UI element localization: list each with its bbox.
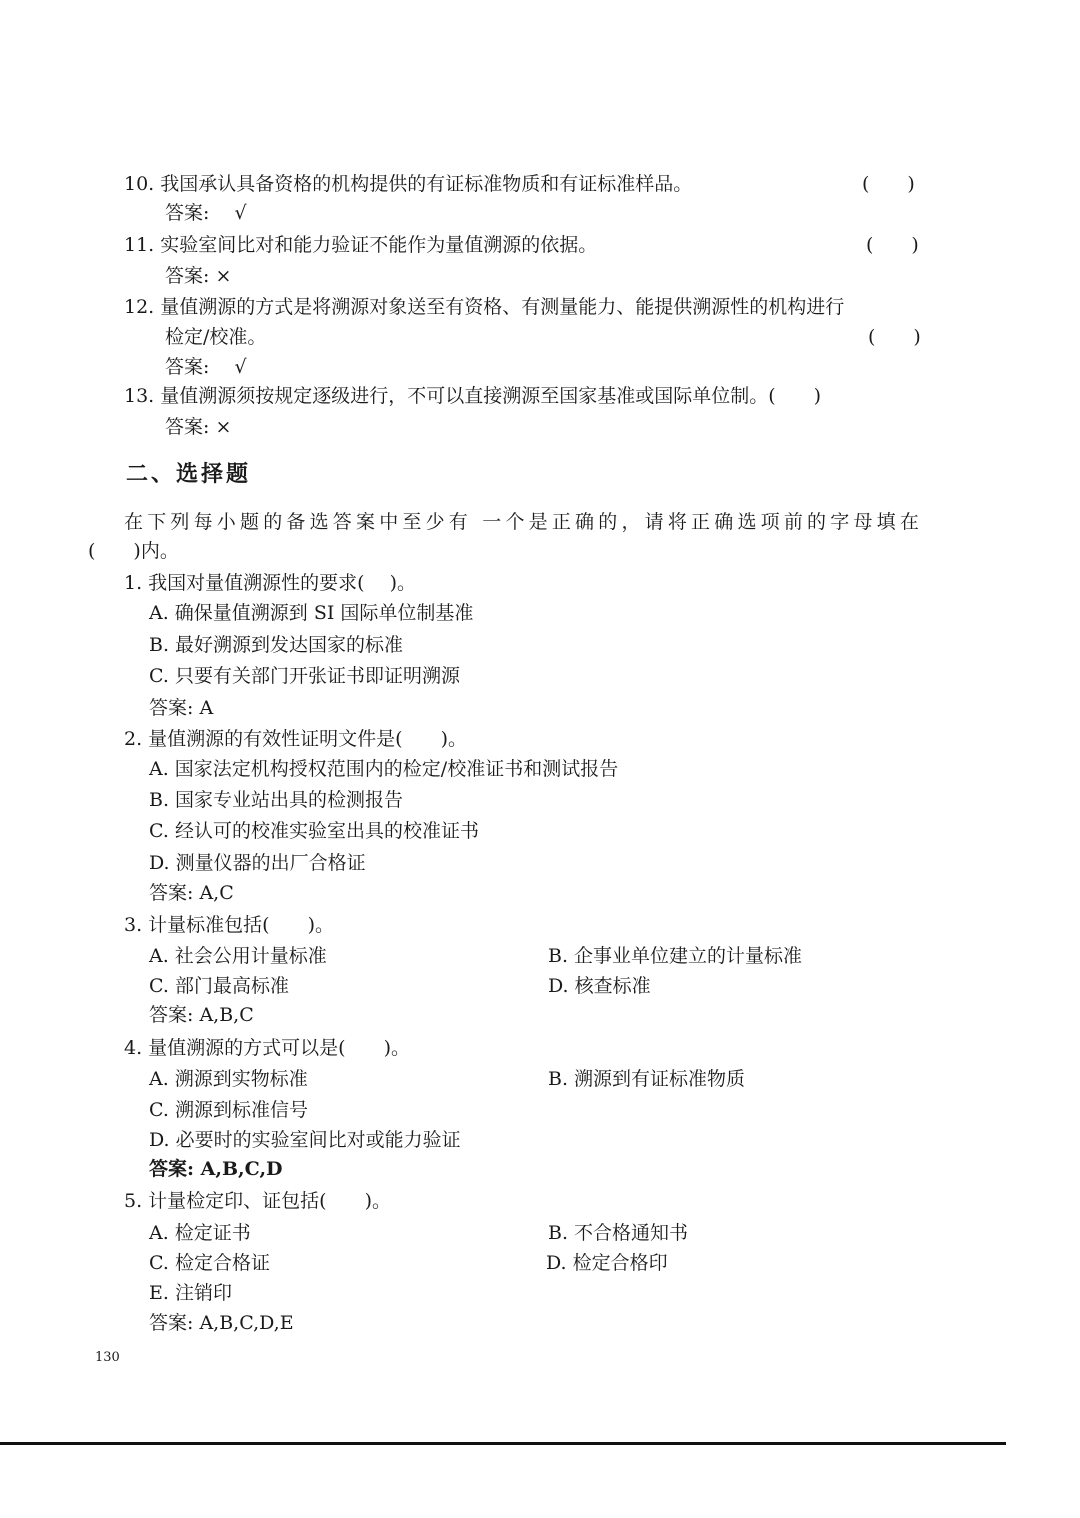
judgment-10-text: 10. 我国承认具备资格的机构提供的有证标准物质和有证标准样品。: [124, 173, 693, 195]
question-1-option-b: B. 最好溯源到发达国家的标准: [149, 634, 404, 656]
judgment-12-text-cont: 检定/校准。: [165, 326, 267, 348]
question-5-answer: 答案: A,B,C,D,E: [149, 1312, 294, 1334]
question-4-option-a: A. 溯源到实物标准: [149, 1068, 308, 1090]
question-2-option-a: A. 国家法定机构授权范围内的检定/校准证书和测试报告: [149, 758, 619, 780]
question-2-option-d: D. 测量仪器的出厂合格证: [149, 852, 366, 874]
question-3-option-c: C. 部门最高标准: [149, 975, 289, 997]
page-number: 130: [95, 1350, 120, 1365]
question-3-answer: 答案: A,B,C: [149, 1004, 254, 1026]
question-4-stem: 4. 量值溯源的方式可以是( )。: [124, 1037, 410, 1059]
question-5-option-b: B. 不合格通知书: [548, 1222, 689, 1244]
question-3-option-a: A. 社会公用计量标准: [149, 945, 327, 967]
question-4-option-b: B. 溯源到有证标准物质: [548, 1068, 746, 1090]
question-5-stem: 5. 计量检定印、证包括( )。: [124, 1190, 391, 1212]
section-title: 二、选择题: [126, 461, 252, 487]
judgment-11-text: 11. 实验室间比对和能力验证不能作为量值溯源的依据。: [124, 234, 598, 256]
question-1-answer: 答案: A: [149, 697, 214, 719]
judgment-11-paren: ( ): [866, 234, 919, 256]
question-3-option-d: D. 核查标准: [548, 975, 651, 997]
judgment-10-paren: ( ): [862, 173, 915, 195]
judgment-12-text: 12. 量值溯源的方式是将溯源对象送至有资格、有测量能力、能提供溯源性的机构进行: [124, 296, 845, 318]
question-2-option-b: B. 国家专业站出具的检测报告: [149, 789, 404, 811]
judgment-11-answer: 答案: ×: [165, 265, 232, 287]
question-3-option-b: B. 企事业单位建立的计量标准: [548, 945, 803, 967]
judgment-12-answer: 答案: √: [165, 356, 247, 378]
intro-line-2: ( )内。: [88, 540, 179, 562]
question-3-stem: 3. 计量标准包括( )。: [124, 914, 334, 936]
question-1-option-c: C. 只要有关部门开张证书即证明溯源: [149, 665, 460, 687]
bottom-rule: [0, 1442, 1006, 1445]
question-5-option-a: A. 检定证书: [149, 1222, 251, 1244]
question-4-option-d: D. 必要时的实验室间比对或能力验证: [149, 1129, 461, 1151]
question-4-answer: 答案: A,B,C,D: [149, 1158, 283, 1180]
question-1-stem: 1. 我国对量值溯源性的要求( )。: [124, 572, 417, 594]
judgment-10-answer: 答案: √: [165, 202, 247, 224]
judgment-13-text: 13. 量值溯源须按规定逐级进行，不可以直接溯源至国家基准或国际单位制。( ): [124, 385, 822, 407]
question-1-option-a: A. 确保量值溯源到 SI 国际单位制基准: [149, 602, 474, 624]
question-2-option-c: C. 经认可的校准实验室出具的校准证书: [149, 820, 479, 842]
question-2-answer: 答案: A,C: [149, 882, 234, 904]
intro-line-1: 在下列每小题的备选答案中至少有 一个是正确的，请将正确选项前的字母填在: [124, 511, 924, 533]
judgment-13-answer: 答案: ×: [165, 416, 232, 438]
question-2-stem: 2. 量值溯源的有效性证明文件是( )。: [124, 728, 467, 750]
question-5-option-e: E. 注销印: [149, 1282, 232, 1304]
question-5-option-d: D. 检定合格印: [546, 1252, 668, 1274]
judgment-12-paren: ( ): [868, 326, 921, 348]
question-5-option-c: C. 检定合格证: [149, 1252, 270, 1274]
question-4-option-c: C. 溯源到标准信号: [149, 1099, 308, 1121]
